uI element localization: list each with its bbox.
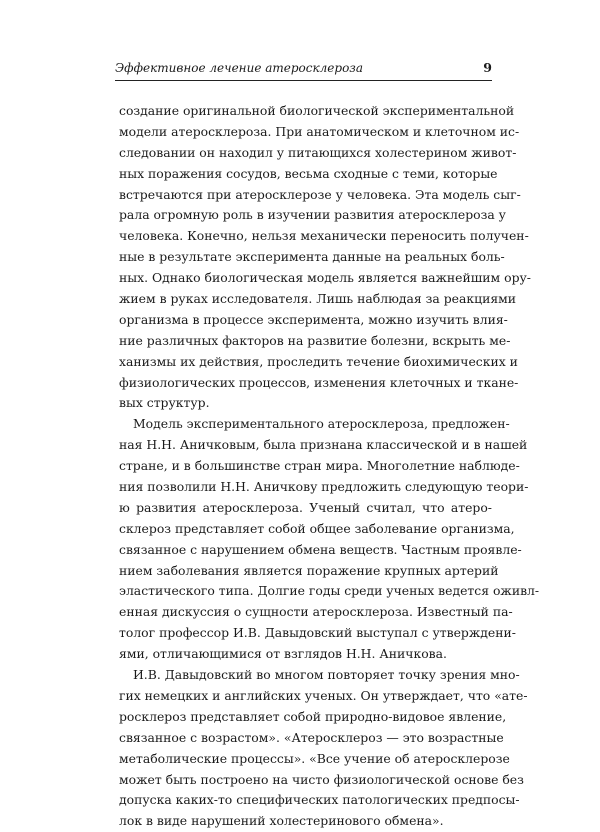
- text-line: метаболические процессы». «Все учение об атеросклерозе: [119, 750, 510, 766]
- text-line: склероз представляет собой общее заболевание организма,: [119, 520, 515, 536]
- text-line: следовании он находил у питающихся холестерином живот-: [119, 144, 517, 160]
- text-line: связанное с нарушением обмена веществ. Частным проявле-: [119, 541, 522, 557]
- text-line: лок в виде нарушений холестеринового обмена».: [119, 813, 444, 829]
- text-line: И.В. Давыдовский во многом повторяет точку зрения мно-: [133, 667, 520, 683]
- text-line: встречаются при атеросклерозе у человека. Эта модель сыг-: [119, 186, 521, 202]
- header-rule: [115, 80, 492, 81]
- page-number: 9: [483, 60, 492, 75]
- text-line: ния позволили Н.Н. Аничкову предложить следующую теори-: [119, 479, 529, 495]
- running-header-title: Эффективное лечение атеросклероза: [115, 61, 364, 75]
- text-line: человека. Конечно, нельзя механически переносить получен-: [119, 228, 529, 244]
- paragraph: [119, 414, 540, 665]
- paragraph: [119, 101, 531, 414]
- text-line: эластического типа. Долгие годы среди ученых ведется оживл-: [119, 583, 540, 599]
- running-header: [115, 61, 492, 75]
- text-line: ных. Однако биологическая модель является важнейшим ору-: [119, 270, 531, 286]
- text-line: жием в руках исследователя. Лишь наблюдая за реакциями: [119, 291, 517, 307]
- text-line: ные в результате эксперимента данные на реальных боль-: [119, 249, 505, 265]
- body-text: [119, 101, 540, 832]
- text-line: вых структур.: [119, 395, 210, 411]
- text-line: гих немецких и английских ученых. Он утверждает, что «ате-: [119, 687, 528, 703]
- text-line: стране, и в большинстве стран мира. Многолетние наблюде-: [119, 458, 520, 474]
- text-line: организма в процессе эксперимента, можно изучить влия-: [119, 311, 508, 327]
- text-line: связанное с возрастом». «Атеросклероз — это возрастные: [119, 729, 504, 745]
- paragraph: [119, 665, 528, 832]
- text-line: физиологических процессов, изменения клеточных и ткане-: [119, 374, 519, 390]
- text-line: рала огромную роль в изучении развития атеросклероза у: [119, 207, 506, 223]
- text-line: ханизмы их действия, проследить течение биохимических и: [119, 353, 518, 369]
- text-line: допуска каких-то специфических патологических предпосы-: [119, 792, 520, 808]
- text-line: росклероз представляет собой природно-видовое явление,: [119, 708, 507, 724]
- text-line: нием заболевания является поражение крупных артерий: [119, 562, 499, 578]
- text-line: ная Н.Н. Аничковым, была признана классической и в нашей: [119, 437, 528, 453]
- text-line: создание оригинальной биологической экспериментальной: [119, 103, 515, 118]
- text-line: ных поражения сосудов, весьма сходные с теми, которые: [119, 165, 498, 181]
- text-line: толог профессор И.В. Давыдовский выступал с утверждени-: [119, 625, 516, 641]
- text-line: ями, отличающимися от взглядов Н.Н. Аничкова.: [119, 646, 447, 662]
- text-line: енная дискуссия о сущности атеросклероза. Известный па-: [119, 604, 513, 620]
- text-line: ю развития атеросклероза. Ученый считал, что атеро-: [119, 499, 492, 515]
- text-line: может быть построено на чисто физиологической основе без: [119, 771, 524, 787]
- text-line: ние различных факторов на развитие болезни, вскрыть ме-: [119, 332, 511, 348]
- text-line: модели атеросклероза. При анатомическом и клеточном ис-: [119, 123, 520, 139]
- text-line: Модель экспериментального атеросклероза, предложен-: [133, 416, 510, 432]
